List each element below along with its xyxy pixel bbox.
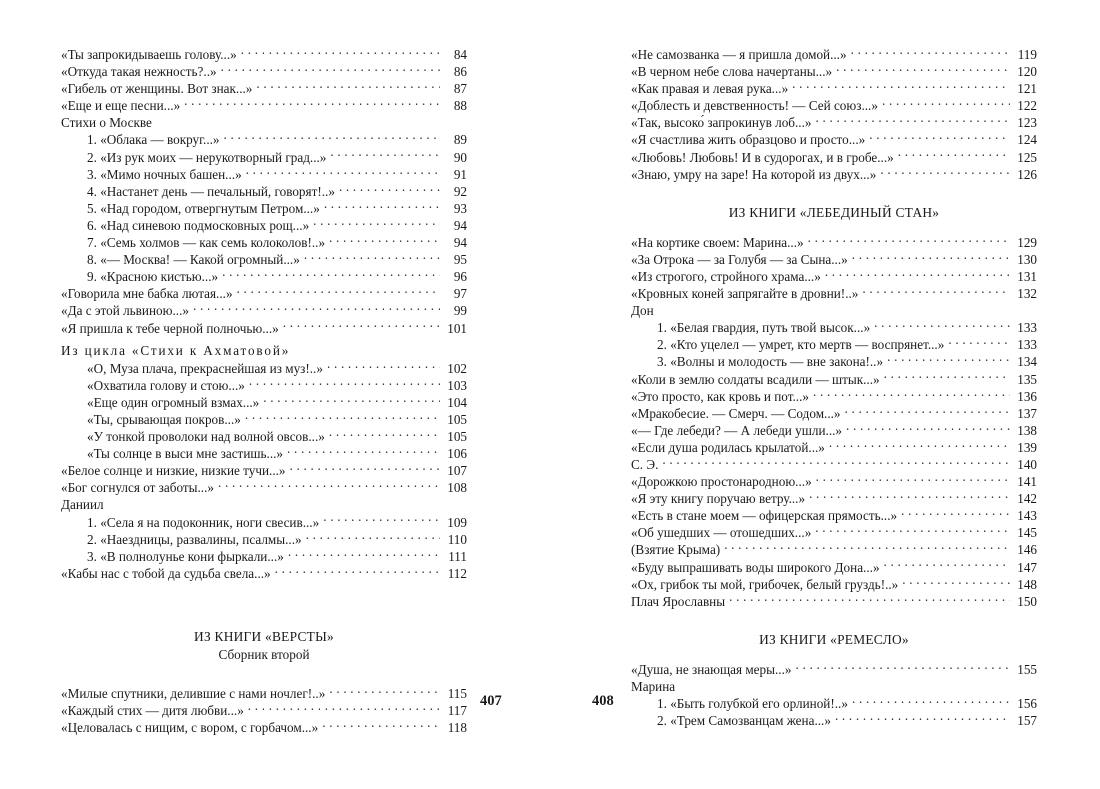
dot-leader [275, 565, 440, 578]
dot-leader [815, 114, 1010, 127]
toc-entry [61, 149, 467, 166]
toc-entry-page-number: 156 [1017, 696, 1037, 711]
toc-entry-title: 1. «Быть голубкой его орлиной!..» [657, 696, 848, 711]
toc-entry-title: Плач Ярославны [631, 593, 726, 609]
toc-entry [631, 114, 1037, 131]
toc-entry-title: 2. «Трем Самозванцам жена...» [657, 713, 831, 729]
toc-list-right-lebediny [631, 234, 1037, 610]
toc-entry [61, 514, 467, 531]
book-heading-remeslo: ИЗ КНИГИ «РЕМЕСЛО» [759, 631, 909, 647]
toc-entry-page-number: 126 [1017, 166, 1037, 182]
toc-entry-title: С. Э. [631, 456, 659, 472]
dot-leader [184, 97, 440, 110]
folio-left: 407 [480, 693, 502, 709]
toc-entry-page-number: 90 [453, 149, 467, 165]
toc-entry [631, 319, 1037, 336]
toc-entry-title: «Буду выпрашивать воды широкого Дона...» [631, 559, 880, 575]
toc-entry [631, 149, 1037, 166]
toc-entry-title: «Еще один огромный взмах...» [87, 394, 260, 410]
toc-group-label [61, 114, 467, 131]
toc-entry-title: «Знаю, умру на заре! На которой из двух...» [631, 166, 877, 182]
dot-leader [290, 462, 440, 475]
folio-right: 408 [592, 693, 614, 709]
toc-entry-title: «Ты запрокидываешь голову...» [61, 47, 237, 62]
toc-entry [61, 131, 467, 148]
dot-leader [304, 251, 440, 264]
toc-entry [61, 217, 467, 234]
toc-entry-title: «В черном небе слова начертаны...» [631, 64, 833, 80]
dot-leader [880, 166, 1010, 179]
toc-entry-title: 4. «Настанет день — печальный, говорят!..» [87, 183, 335, 199]
toc-entry-page-number: 139 [1017, 439, 1037, 455]
toc-entry-page-number: 155 [1017, 661, 1037, 677]
toc-entry [631, 46, 1037, 63]
dot-leader [862, 285, 1010, 298]
toc-entry-page-number: 91 [453, 166, 467, 182]
book-heading-versty: ИЗ КНИГИ «ВЕРСТЫ» [194, 628, 334, 644]
toc-entry-title: «Кабы нас с тобой да судьба свела...» [61, 565, 271, 581]
toc-entry [61, 428, 467, 445]
toc-list-left-cycle [61, 360, 467, 463]
dot-leader [248, 702, 440, 715]
toc-entry-page-number: 119 [1017, 47, 1037, 62]
dot-leader [246, 166, 440, 179]
toc-entry-page-number: 87 [453, 81, 467, 97]
toc-entry [61, 268, 467, 285]
toc-entry-title: «Откуда такая нежность?..» [61, 64, 217, 80]
dot-leader [902, 576, 1010, 589]
toc-entry-title: «О, Муза плача, прекраснейшая из муз!..» [87, 360, 323, 376]
toc-group-label [61, 496, 467, 513]
toc-entry-title: «Еще и еще песни...» [61, 98, 181, 114]
toc-entry-page-number: 120 [1017, 64, 1037, 80]
toc-entry-page-number: 105 [447, 429, 467, 445]
toc-entry [631, 97, 1037, 114]
toc-entry-title: 1. «Села я на подоконник, ноги свесив...» [87, 514, 320, 530]
toc-entry-page-number: 86 [453, 64, 467, 80]
toc-entry-page-number: 125 [1017, 149, 1037, 165]
toc-entry-page-number: 97 [453, 286, 467, 302]
toc-entry-page-number: 137 [1017, 405, 1037, 421]
toc-entry-title: «Так, высоко́ запрокинув лоб...» [631, 115, 812, 131]
toc-entry-page-number: 142 [1017, 491, 1037, 507]
toc-entry [631, 234, 1037, 251]
toc-entry-page-number: 129 [1017, 234, 1037, 250]
toc-entry-title: (Взятие Крыма) [631, 542, 721, 558]
toc-entry [61, 80, 467, 97]
toc-entry-title: «Да с этой львиною...» [61, 303, 189, 319]
toc-group-label [631, 678, 1037, 695]
toc-entry [631, 405, 1037, 422]
dot-leader [241, 46, 440, 59]
toc-entry [631, 166, 1037, 183]
dot-leader [256, 80, 440, 93]
dot-leader [218, 479, 440, 492]
toc-entry-page-number: 135 [1017, 371, 1037, 387]
toc-entry [61, 702, 467, 719]
toc-entry-title: «Говорила мне бабка лютая...» [61, 286, 233, 302]
dot-leader [852, 251, 1010, 264]
toc-entry-page-number: 150 [1017, 593, 1037, 609]
toc-entry-title: 3. «Мимо ночных башен...» [87, 166, 242, 182]
toc-entry [631, 661, 1037, 678]
toc-entry-title: «Я эту книгу поручаю ветру...» [631, 491, 806, 507]
dot-leader [898, 149, 1010, 162]
dot-leader [874, 319, 1010, 332]
toc-entry [61, 411, 467, 428]
toc-entry-title: 1. «Белая гвардия, путь твой высок...» [657, 320, 871, 336]
toc-entry-page-number: 94 [453, 235, 467, 251]
toc-entry-page-number: 118 [447, 720, 467, 736]
toc-entry [631, 63, 1037, 80]
toc-entry-title: «Не самозванка — я пришла домой...» [631, 47, 847, 62]
dot-leader [245, 411, 440, 424]
toc-entry-page-number: 146 [1017, 542, 1037, 558]
toc-entry [61, 46, 467, 63]
toc-entry-page-number: 136 [1017, 388, 1037, 404]
toc-list-left-part2 [61, 462, 467, 582]
toc-entry-title: «За Отрока — за Голубя — за Сына...» [631, 251, 848, 267]
toc-entry-title: «Это просто, как кровь и пот...» [631, 388, 809, 404]
toc-entry-title: Марина [631, 678, 676, 694]
dot-leader [948, 336, 1010, 349]
toc-entry-page-number: 133 [1017, 337, 1037, 353]
dot-leader [792, 80, 1010, 93]
toc-entry-page-number: 117 [447, 703, 467, 718]
toc-entry-page-number: 106 [447, 446, 467, 462]
dot-leader [825, 268, 1010, 281]
dot-leader [729, 593, 1010, 606]
toc-entry [631, 490, 1037, 507]
toc-entry-page-number: 115 [447, 685, 467, 701]
toc-entry-title: «Мракобесие. — Смерч. — Содом...» [631, 405, 841, 421]
toc-entry-title: «Я пришла к тебе черной полночью...» [61, 320, 279, 336]
dot-leader [263, 394, 440, 407]
toc-entry [631, 439, 1037, 456]
toc-entry-title: «Целовалась с нищим, с вором, с горбачом...» [61, 720, 319, 736]
toc-entry [631, 131, 1037, 148]
dot-leader [851, 46, 1010, 59]
toc-entry-page-number: 140 [1017, 456, 1037, 472]
toc-entry-title: 8. «— Москва! — Какой огромный...» [87, 252, 300, 268]
toc-entry-title: 2. «Кто уцелел — умрет, кто мертв — воспрянет...» [657, 337, 945, 353]
dot-leader [313, 217, 440, 230]
toc-entry-title: «Душа, не знающая меры...» [631, 661, 792, 677]
toc-entry [61, 531, 467, 548]
dot-leader [283, 320, 440, 333]
dot-leader [724, 541, 1010, 554]
dot-leader [330, 149, 440, 162]
dot-leader [846, 422, 1010, 435]
toc-entry-title: «Любовь! Любовь! И в судорогах, и в гробе...» [631, 149, 894, 165]
toc-entry-title: Дон [631, 303, 654, 319]
dot-leader [813, 388, 1010, 401]
toc-entry [631, 559, 1037, 576]
toc-entry [631, 712, 1037, 729]
toc-entry-page-number: 103 [447, 377, 467, 393]
toc-entry-title: «Дорожкою простонародною...» [631, 474, 812, 490]
toc-entry-page-number: 134 [1017, 354, 1037, 370]
dot-leader [845, 405, 1010, 418]
toc-entry [631, 353, 1037, 370]
toc-entry [61, 685, 467, 702]
toc-entry-page-number: 101 [447, 320, 467, 336]
toc-entry-page-number: 109 [447, 514, 467, 530]
toc-entry-page-number: 94 [453, 217, 467, 233]
cycle-heading-akhmatova: Из цикла «Стихи к Ахматовой» [61, 342, 291, 358]
dot-leader [662, 456, 1010, 469]
toc-entry [61, 377, 467, 394]
dot-leader [306, 531, 440, 544]
dot-leader [808, 234, 1010, 247]
toc-entry [61, 394, 467, 411]
toc-list-right-remeslo [631, 661, 1037, 729]
dot-leader [329, 234, 440, 247]
toc-entry [61, 479, 467, 496]
toc-entry-page-number: 124 [1017, 132, 1037, 148]
toc-entry [61, 63, 467, 80]
toc-entry [631, 336, 1037, 353]
toc-entry-title: 5. «Над городом, отвергнутым Петром...» [87, 200, 320, 216]
dot-leader [795, 661, 1010, 674]
dot-leader [329, 428, 440, 441]
toc-entry-title: «У тонкой проволоки над волной овсов...» [87, 429, 325, 445]
dot-leader [237, 285, 440, 298]
section-gap [631, 610, 1037, 631]
heading-gap [631, 222, 1037, 234]
dot-leader [882, 97, 1010, 110]
toc-entry-title: «Об ушедших — отошедших...» [631, 525, 812, 541]
toc-entry-title: 1. «Облака — вокруг...» [87, 132, 220, 148]
toc-entry-page-number: 99 [453, 303, 467, 319]
dot-leader [829, 439, 1010, 452]
toc-entry-page-number: 157 [1017, 713, 1037, 729]
dot-leader [222, 268, 440, 281]
toc-entry-title: «Охватила голову и стою...» [87, 377, 245, 393]
book-heading-lebediny-stan: ИЗ КНИГИ «ЛЕБЕДИНЫЙ СТАН» [728, 204, 940, 220]
toc-entry-page-number: 84 [453, 47, 467, 62]
toc-entry [61, 97, 467, 114]
book-subheading-versty: Сборник второй [218, 646, 310, 662]
dot-leader [324, 200, 440, 213]
toc-entry-page-number: 122 [1017, 98, 1037, 114]
toc-entry [631, 507, 1037, 524]
toc-entry [61, 251, 467, 268]
dot-leader [852, 695, 1010, 708]
toc-entry [631, 576, 1037, 593]
heading-gap [631, 649, 1037, 661]
toc-entry-title: «— Где лебеди? — А лебеди ушли...» [631, 422, 843, 438]
dot-leader [901, 507, 1010, 520]
toc-entry-title: 2. «Наездницы, развалины, псалмы...» [87, 531, 302, 547]
toc-entry [61, 445, 467, 462]
toc-column-left [61, 46, 467, 736]
toc-entry [631, 695, 1037, 712]
toc-entry-page-number: 89 [453, 132, 467, 148]
toc-column-right [631, 46, 1037, 729]
toc-entry-page-number: 110 [447, 531, 467, 547]
toc-entry-page-number: 111 [448, 548, 467, 564]
toc-entry [631, 524, 1037, 541]
toc-entry [61, 285, 467, 302]
toc-entry-title: 3. «Волны и молодость — вне закона!..» [657, 354, 884, 370]
toc-entry-page-number: 112 [447, 565, 467, 581]
toc-entry [61, 200, 467, 217]
dot-leader [887, 353, 1010, 366]
toc-entry-page-number: 123 [1017, 115, 1037, 131]
toc-entry-title: «Бог согнулся от заботы...» [61, 480, 214, 496]
toc-entry-page-number: 138 [1017, 422, 1037, 438]
toc-entry-title: «На кортике своем: Марина...» [631, 234, 804, 250]
toc-entry-page-number: 92 [453, 183, 467, 199]
dot-leader [329, 685, 440, 698]
toc-entry [631, 285, 1037, 302]
dot-leader [193, 302, 440, 315]
toc-entry-page-number: 121 [1017, 81, 1037, 97]
dot-leader [835, 712, 1010, 725]
toc-entry-title: Стихи о Москве [61, 115, 152, 131]
toc-list-left-part1 [61, 46, 467, 337]
toc-entry-title: «Белое солнце и низкие, низкие тучи...» [61, 463, 286, 479]
toc-entry-page-number: 147 [1017, 559, 1037, 575]
toc-group-label [631, 302, 1037, 319]
toc-entry [631, 251, 1037, 268]
toc-entry-title: «Есть в стане моем — офицерская прямость...» [631, 508, 898, 524]
toc-entry-page-number: 148 [1017, 576, 1037, 592]
toc-entry-title: «Милые спутники, делившие с нами ночлег!..» [61, 685, 326, 701]
dot-leader [224, 131, 440, 144]
toc-list-right-part1 [631, 46, 1037, 183]
toc-entry-title: 3. «В полнолунье кони фыркали...» [87, 548, 284, 564]
toc-entry-page-number: 105 [447, 411, 467, 427]
toc-entry-title: «Коли в землю солдаты всадили — штык...» [631, 371, 880, 387]
toc-entry [631, 371, 1037, 388]
toc-entry-title: «Доблесть и девственность! — Сей союз...» [631, 98, 878, 114]
toc-entry-title: 6. «Над синевою подмосковных рощ...» [87, 217, 310, 233]
dot-leader [836, 63, 1010, 76]
toc-entry-title: «Кровных коней запрягайте в дровни!..» [631, 286, 859, 302]
toc-entry [61, 166, 467, 183]
toc-entry [631, 541, 1037, 558]
toc-entry [631, 456, 1037, 473]
dot-leader [869, 131, 1010, 144]
toc-entry [631, 473, 1037, 490]
toc-list-left-versty [61, 685, 467, 736]
toc-entry [61, 462, 467, 479]
toc-entry [631, 268, 1037, 285]
toc-entry-title: 7. «Семь холмов — как семь колоколов!..» [87, 235, 326, 251]
toc-entry [61, 360, 467, 377]
toc-entry [61, 234, 467, 251]
toc-entry [61, 719, 467, 736]
toc-entry-page-number: 107 [447, 463, 467, 479]
toc-entry [631, 593, 1037, 610]
toc-entry-title: «Если душа родилась крылатой...» [631, 439, 825, 455]
section-gap [631, 183, 1037, 204]
toc-entry [61, 183, 467, 200]
toc-entry-title: «Каждый стих — дитя любви...» [61, 703, 244, 718]
dot-leader [249, 377, 440, 390]
toc-entry-page-number: 93 [453, 200, 467, 216]
toc-entry [631, 80, 1037, 97]
toc-entry-page-number: 104 [447, 394, 467, 410]
toc-entry-page-number: 88 [453, 98, 467, 114]
toc-entry-title: «Ты солнце в выси мне застишь...» [87, 446, 284, 462]
toc-entry-page-number: 133 [1017, 320, 1037, 336]
toc-entry [61, 302, 467, 319]
toc-entry-title: «Как правая и левая рука...» [631, 81, 789, 97]
toc-entry-page-number: 143 [1017, 508, 1037, 524]
dot-leader [322, 719, 440, 732]
dot-leader [815, 524, 1010, 537]
toc-entry-page-number: 145 [1017, 525, 1037, 541]
dot-leader [884, 371, 1010, 384]
toc-entry [61, 320, 467, 337]
toc-entry-title: «Ты, срывающая покров...» [87, 411, 241, 427]
toc-entry-page-number: 131 [1017, 268, 1037, 284]
toc-entry-page-number: 141 [1017, 474, 1037, 490]
dot-leader [816, 473, 1010, 486]
toc-entry-title: 9. «Красною кистью...» [87, 269, 219, 285]
toc-entry-page-number: 96 [453, 269, 467, 285]
dot-leader [884, 559, 1010, 572]
dot-leader [287, 445, 440, 458]
toc-entry-page-number: 130 [1017, 251, 1037, 267]
dot-leader [288, 548, 440, 561]
dot-leader [809, 490, 1010, 503]
toc-entry-title: 2. «Из рук моих — нерукотворный град...» [87, 149, 327, 165]
toc-entry-page-number: 95 [453, 252, 467, 268]
toc-entry-page-number: 108 [447, 480, 467, 496]
toc-entry [631, 388, 1037, 405]
toc-entry-title: Даниил [61, 497, 104, 513]
toc-entry-title: «Ох, грибок ты мой, грибочек, белый груздь!..» [631, 576, 899, 592]
dot-leader [221, 63, 440, 76]
toc-entry-title: «Из строгого, стройного храма...» [631, 268, 821, 284]
dot-leader [323, 514, 440, 527]
toc-entry-page-number: 132 [1017, 286, 1037, 302]
toc-entry [61, 565, 467, 582]
heading-gap [61, 664, 467, 685]
toc-entry [631, 422, 1037, 439]
dot-leader [339, 183, 440, 196]
toc-entry-title: «Гибель от женщины. Вот знак...» [61, 81, 253, 97]
toc-entry [61, 548, 467, 565]
toc-entry-title: «Я счастлива жить образцово и просто...» [631, 132, 866, 148]
dot-leader [327, 360, 440, 373]
toc-entry-page-number: 102 [447, 360, 467, 376]
section-gap [61, 582, 467, 628]
